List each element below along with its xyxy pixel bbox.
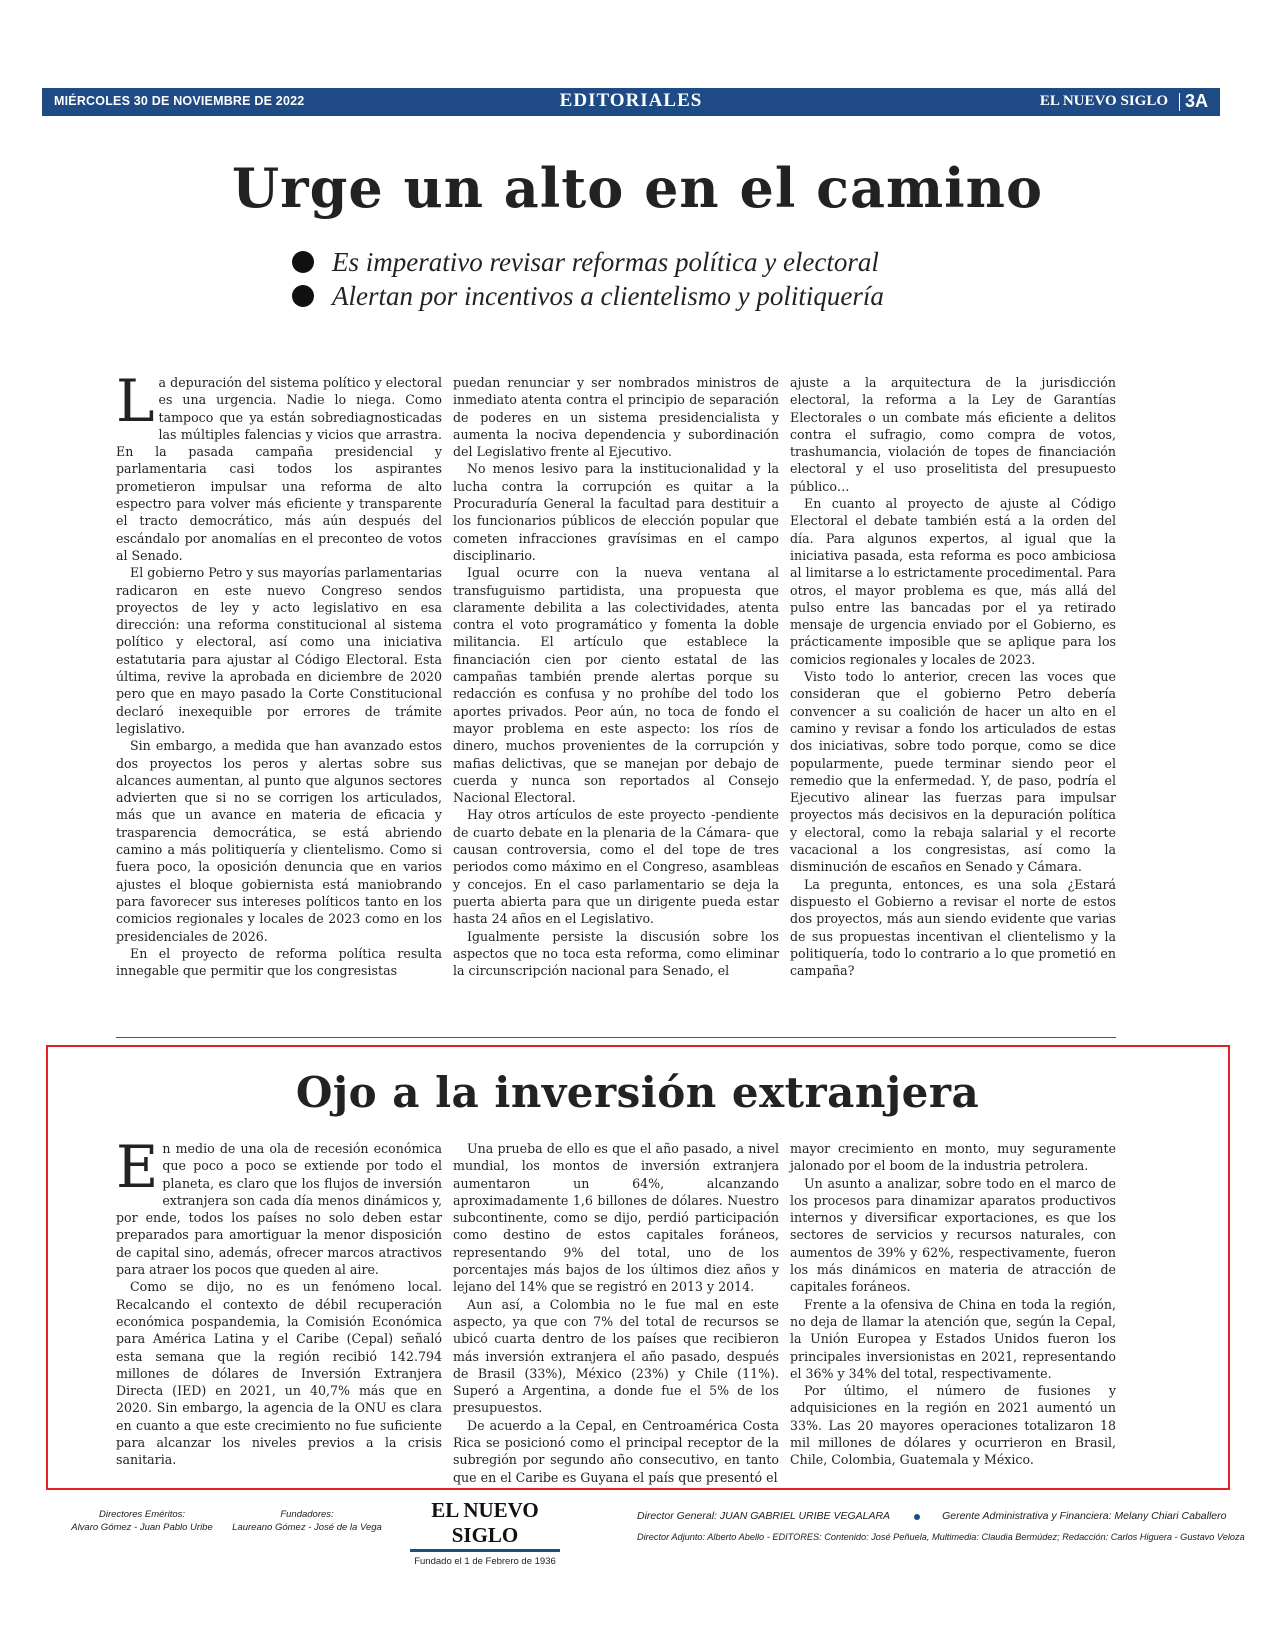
staff-line [637, 1506, 1257, 1527]
paragraph: Hay otros artículos de este proyecto -pendiente de cuarto debate en la plenaria de la Cámara- que causan controversia, como el del tope de tres periodos como máximo en el Congreso, asambleas y concejos. En el caso parlamentario se deja la puerta abierta para que un dirigente pueda estar hasta 24 años en el Legislativo. [453, 807, 779, 927]
brand-name: EL NUEVO SIGLO [1039, 93, 1168, 109]
editorial-1-subheads [292, 245, 1052, 313]
editorial-staff [637, 1506, 1257, 1548]
text-column [453, 1140, 779, 1485]
issue-date: MIÉRCOLES 30 DE NOVIEMBRE DE 2022 [54, 94, 305, 108]
paragraph: Por último, el número de fusiones y adquisiciones en la región en 2021 aumentó un 33%. Las 20 mayores operaciones totalizaron 18 mil millones de dólares y ocurrieron en Brasil, Chile, Colombia, Guatemala y México. [790, 1383, 1116, 1468]
administrative-manager: Gerente Administrativa y Financiera: Melany Chiari Caballero [942, 1510, 1227, 1522]
section-divider [116, 1037, 1116, 1038]
founders [222, 1508, 392, 1534]
separator-dot-icon [914, 1514, 920, 1520]
director-general: Director General: JUAN GABRIEL URIBE VEGALARA [637, 1510, 891, 1522]
paragraph: En cuanto al proyecto de ajuste al Código Electoral el debate también está a la orden del día. Para algunos expertos, al igual que la iniciativa pasada, esta reforma es poco ambiciosa al limitarse a lo estrictamente procedimental. Para otros, el mayor problema es que, más allá del pulso entre las bancadas por el ya retirado mensaje de urgencia enviado por el Gobierno, es prácticamente imposible que se aplique para los comicios regionales y locales de 2023. [790, 496, 1116, 667]
text-column [453, 374, 779, 1004]
editorial-1-title: Urge un alto en el camino [232, 156, 1043, 220]
logo-text: EL NUEVO SIGLO [410, 1498, 560, 1552]
subhead-item [292, 279, 1052, 313]
emeritus-directors-label: Directores Eméritos: [98, 1509, 186, 1520]
editorial-2-body [116, 1133, 1116, 1485]
paragraph: El gobierno Petro y sus mayorías parlamentarias radicaron en este nuevo Congreso sendos proyectos de ley y acto legislativo en esa dirección: una reforma constitucional al sistema político y electoral, así como una iniciativa estatutaria para ajustar al Código Electoral. Esta última, revive la aprobada en diciembre de 2020 pero que en mayo pasado la Corte Constitucional declaró inexequible por errores de trámite legislativo. [116, 565, 442, 736]
paragraph: No menos lesivo para la institucionalidad y la lucha contra la corrupción es quitar a la Procuraduría General la facultad para destituir a los funcionarios públicos de elección popular que cometen infracciones gravísimas en el campo disciplinario. [453, 461, 779, 563]
drop-cap: L [116, 367, 155, 435]
text-column [116, 367, 442, 1004]
paragraph: Sin embargo, a medida que han avanzado estos dos proyectos los peros y alertas sobre sus alcances aumentan, al punto que algunos sectores advierten que si no se corrigen los articulados, más que un avance en materia de eficacia y trasparencia democrática, se está abriendo camino a más politiquería y clientelismo. Como si fuera poco, la oposición denuncia que en varios ajustes el bloque gobiernista está maniobrando para favorecer sus intereses políticos tanto en los comicios regionales y locales de 2023 como en los presidenciales de 2026. [116, 738, 442, 944]
section-title: EDITORIALES [559, 90, 703, 111]
paragraph: mayor crecimiento en monto, muy seguramente jalonado por el boom de la industria petrolera. [790, 1141, 1116, 1174]
paragraph: Una prueba de ello es que el año pasado, a nivel mundial, los montos de inversión extranjera aumentaron un 64%, alcanzando aproximadamente 1,6 billones de dólares. Nuestro subcontinente, como se dijo, perdió participación como destino de estos capitales foráneos, representando 9% del total, uno de los porcentajes más bajos de los últimos diez años y lejano del 14% que se registró en 2013 y 2014. [453, 1141, 779, 1295]
text-column [116, 1133, 442, 1480]
bullet-icon [292, 251, 314, 273]
paragraph: De acuerdo a la Cepal, en Centroamérica Costa Rica se posicionó como el principal receptor de la subregión por segundo año consecutivo, en tanto que en el Caribe es Guyana el país que presentó el [453, 1417, 779, 1485]
founders-label: Fundadores: [280, 1509, 334, 1520]
paragraph: Un asunto a analizar, sobre todo en el marco de los procesos para dinamizar aparatos productivos internos y diversificar exportaciones, es que los sectores de servicios y recursos naturales, con aumentos de 39% y 62%, respectivamente, fueron los más dinámicos en materia de atracción de capitales foráneos. [790, 1175, 1116, 1295]
emeritus-directors-names: Alvaro Gómez - Juan Pablo Uribe [71, 1522, 213, 1533]
paragraph: Aun así, a Colombia no le fue mal en este aspecto, ya que con 7% del total de recursos se ubicó cuarta dentro de los países que recibieron más inversión extranjera el año pasado, después de Brasil (33%), México (23%) y Chile (11%). Superó a Argentina, a donde fue el 5% de los presupuestos. [453, 1296, 779, 1416]
text-column [790, 374, 1116, 1004]
section-banner [42, 88, 1220, 116]
editorial-1-body [116, 367, 1116, 1004]
paragraph: Como se dijo, no es un fenómeno local. Recalcando el contexto de débil recuperación económica pospandemia, la Comisión Económica para América Latina y el Caribe (Cepal) señaló esta semana que la región recibió 142.794 millones de dólares de Inversión Extranjera Directa (IED) en 2021, un 40,7% más que en 2020. Sin embargo, la agencia de la ONU es clara en cuanto a que este crecimiento no fue suficiente para alcanzar los niveles previos a la crisis sanitaria. [116, 1279, 442, 1468]
paragraph: Igual ocurre con la nueva ventana al transfuguismo partidista, una propuesta que claramente debilita a las colectividades, atenta contra el voto programático y fomenta la doble militancia. El artículo que establece la financiación cien por ciento estatal de las campañas también prende alertas porque su redacción es confusa y no prohíbe del todo los aportes privados. Peor aún, no toca de fondo el mayor problema en este aspecto: los ríos de dinero, muchos provenientes de la corrupción y mafias delictivas, que se manejan por debajo de cuerda y nunca son reportados al Consejo Nacional Electoral. [453, 565, 779, 806]
subhead-text: Alertan por incentivos a clientelismo y politiquería [332, 281, 884, 311]
paragraph: n medio de una ola de recesión económica que poco a poco se extiende por todo el planeta, es claro que los flujos de inversión extranjera son cada día menos dinámicos y, por ende, todos los países no solo deben estar preparados para amortiguar la menor disposición de capital sino, además, ofrecer marcos atractivos para atraer los pocos que queden al aire. [116, 1141, 442, 1278]
paragraph: Visto todo lo anterior, crecen las voces que consideran que el gobierno Petro debería convencer a su coalición de hacer un alto en el camino y revisar a fondo los articulados de estas dos iniciativas, sobre todo porque, como se dice popularmente, puede terminar siendo peor el remedio que la enfermedad. Y, de paso, podría el Ejecutivo alinear las fuerzas para impulsar proyectos más decisivos en la depuración política y electoral, como la rebaja salarial y el recorte vacacional a los congresistas, así como la disminución de escaños en Senado y Cámara. [790, 669, 1116, 875]
masthead-footer [0, 1498, 1275, 1567]
text-column [790, 1140, 1116, 1480]
paragraph: La pregunta, entonces, es una sola ¿Estará dispuesto el Gobierno a revisar el norte de estos dos proyectos, más aun siendo evidente que varias de sus propuestas incentivan el clientelismo y la politiquería, todo lo contrario a lo que prometió en campaña? [790, 876, 1116, 979]
paragraph: a depuración del sistema político y electoral es una urgencia. Nadie lo niega. Como tampoco que ya están sobrediagnosticadas las múltiples falencias y vicios que arrastra. En la pasada campaña presidencial y parlamentaria casi todos los aspirantes prometieron impulsar una reforma de alto espectro para volver más eficiente y transparente el tracto democrático, más aún después del escándalo por anomalías en el preconteo de votos al Senado. [116, 375, 442, 563]
subhead-item [292, 245, 1052, 279]
founders-names: Laureano Gómez - José de la Vega [232, 1522, 382, 1533]
subhead-text: Es imperativo revisar reformas política y electoral [332, 247, 879, 277]
emeritus-directors [62, 1508, 222, 1534]
bullet-icon [292, 285, 314, 307]
page-number: 3A [1184, 91, 1208, 111]
paragraph: Igualmente persiste la discusión sobre los aspectos que no toca esta reforma, como eliminar la circunscripción nacional para Senado, el [453, 928, 779, 979]
staff-editors: Director Adjunto: Alberto Abello - EDITORES: Contenido: José Peñuela, Multimedia: Claudia Bermúdez; Redacción: Carlos Higuera - Gustavo Veloza [637, 1532, 1245, 1542]
paragraph: Frente a la ofensiva de China en toda la región, no deja de llamar la atención que, según la Cepal, la Unión Europea y Estados Unidos fueron los principales inversionistas en 2021, representando el 36% y 34% del total, respectivamente. [790, 1296, 1116, 1381]
editorial-2-title: Ojo a la inversión extranjera [295, 1068, 980, 1117]
banner-divider [1179, 93, 1180, 111]
founding-date: Fundado el 1 de Febrero de 1936 [414, 1556, 556, 1567]
paragraph: En el proyecto de reforma política resulta innegable que permitir que los congresistas [116, 945, 442, 979]
newspaper-logo [410, 1498, 560, 1567]
drop-cap: E [116, 1133, 159, 1201]
paragraph: puedan renunciar y ser nombrados ministros de inmediato atenta contra el principio de separación de poderes en un sistema presidencialista y aumenta la nociva dependencia y subordinación del Legislativo frente al Ejecutivo. [453, 375, 779, 460]
paragraph: ajuste a la arquitectura de la jurisdicción electoral, la reforma a la Ley de Garantías Electorales o un combate más eficiente a delitos contra el sufragio, como compra de votos, trashumancia, violación de topes de financiación electoral y el uso proselitista del presupuesto público… [790, 375, 1116, 494]
